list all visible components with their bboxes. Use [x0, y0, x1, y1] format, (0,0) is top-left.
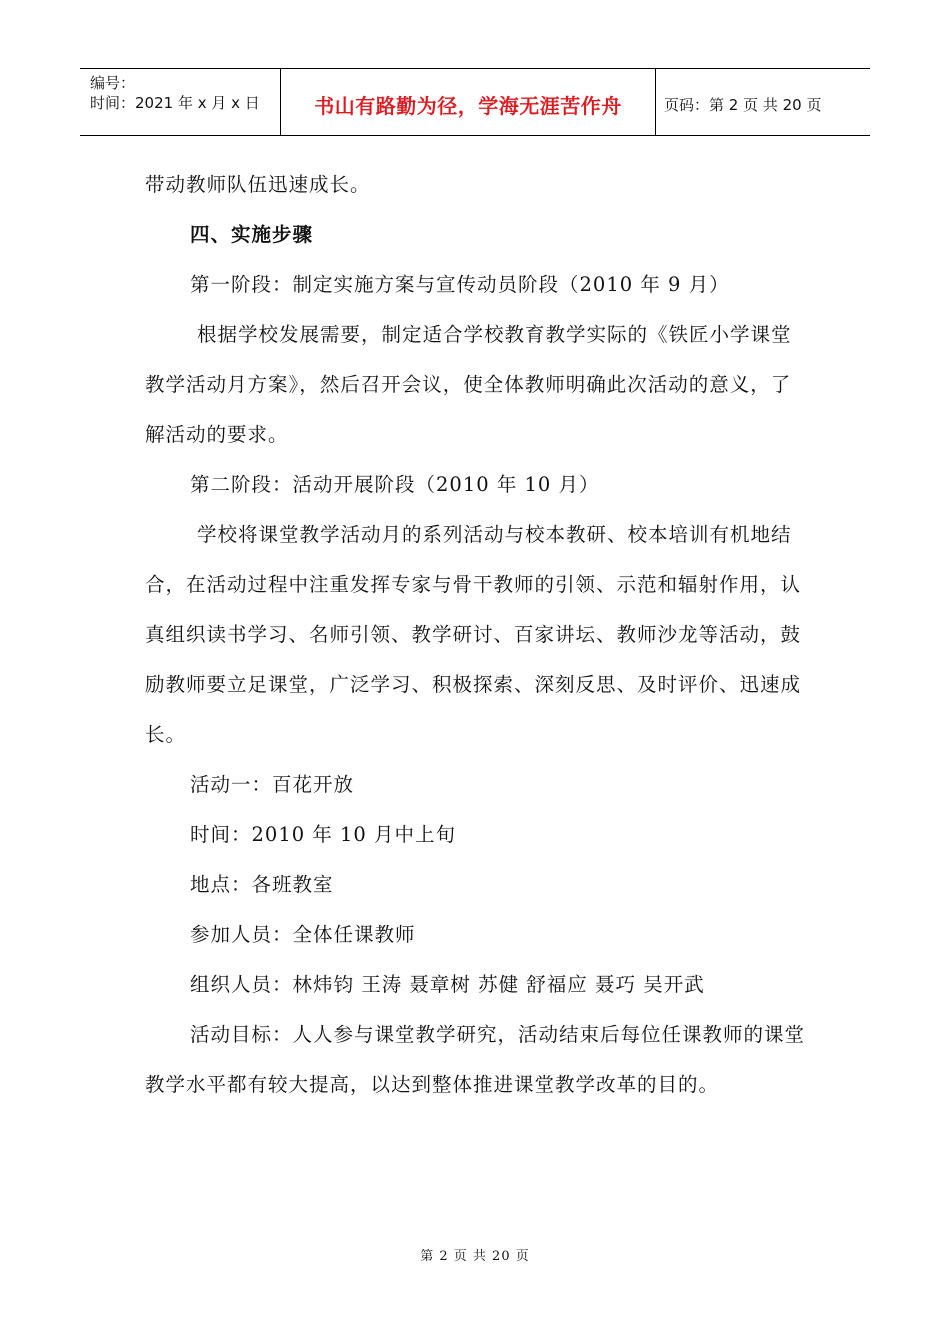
- header-motto: 书山有路勤为径，学海无涯苦作舟: [281, 69, 656, 135]
- activity-goal: 活动目标：人人参与课堂教学研究，活动结束后每位任课教师的课堂教学水平都有较大提高，以达到整体推进课堂教学改革的目的。: [145, 1023, 806, 1096]
- header-meta: [80, 69, 281, 135]
- stage1-title: 第一阶段：制定实施方案与宣传动员阶段（2010 年 9 月）: [190, 273, 730, 296]
- stage1-text: 根据学校发展需要，制定适合学校教育教学实际的《铁匠小学课堂教学活动月方案》，然后召开会议，使全体教师明确此次活动的意义，了解活动的要求。: [145, 323, 792, 446]
- document-body: [145, 160, 810, 1110]
- stage2-title: 第二阶段：活动开展阶段（2010 年 10 月）: [190, 473, 600, 496]
- activity-time: 时间：2010 年 10 月中上旬: [190, 823, 457, 846]
- page-footer: 第 2 页 共 20 页: [420, 1249, 530, 1264]
- page-header: [80, 68, 870, 136]
- activity-participants: 参加人员：全体任课教师: [190, 923, 416, 946]
- activity-place: 地点：各班教室: [190, 873, 334, 896]
- paragraph-continuation: 带动教师队伍迅速成长。: [145, 173, 371, 196]
- activity1-title: 活动一：百花开放: [190, 773, 355, 796]
- section-title: 四、实施步骤: [190, 223, 314, 246]
- activity-organizers: 组织人员：林炜钧 王涛 聂章树 苏健 舒福应 聂巧 吴开武: [190, 973, 705, 996]
- header-page-label: 页码：第 2 页 共 20 页: [664, 95, 822, 114]
- stage2-text: 学校将课堂教学活动月的系列活动与校本教研、校本培训有机地结合，在活动过程中注重发挥专家与骨干教师的引领、示范和辐射作用，认真组织读书学习、名师引领、教学研讨、百家讲坛、教师沙龙等活动，鼓励教师要立足课堂，广泛学习、积极探索、深刻反思、及时评价、迅速成长。: [145, 523, 802, 746]
- time-label: 时间：2021 年 x 月 x 日: [90, 94, 260, 112]
- number-label: 编号：: [90, 74, 136, 92]
